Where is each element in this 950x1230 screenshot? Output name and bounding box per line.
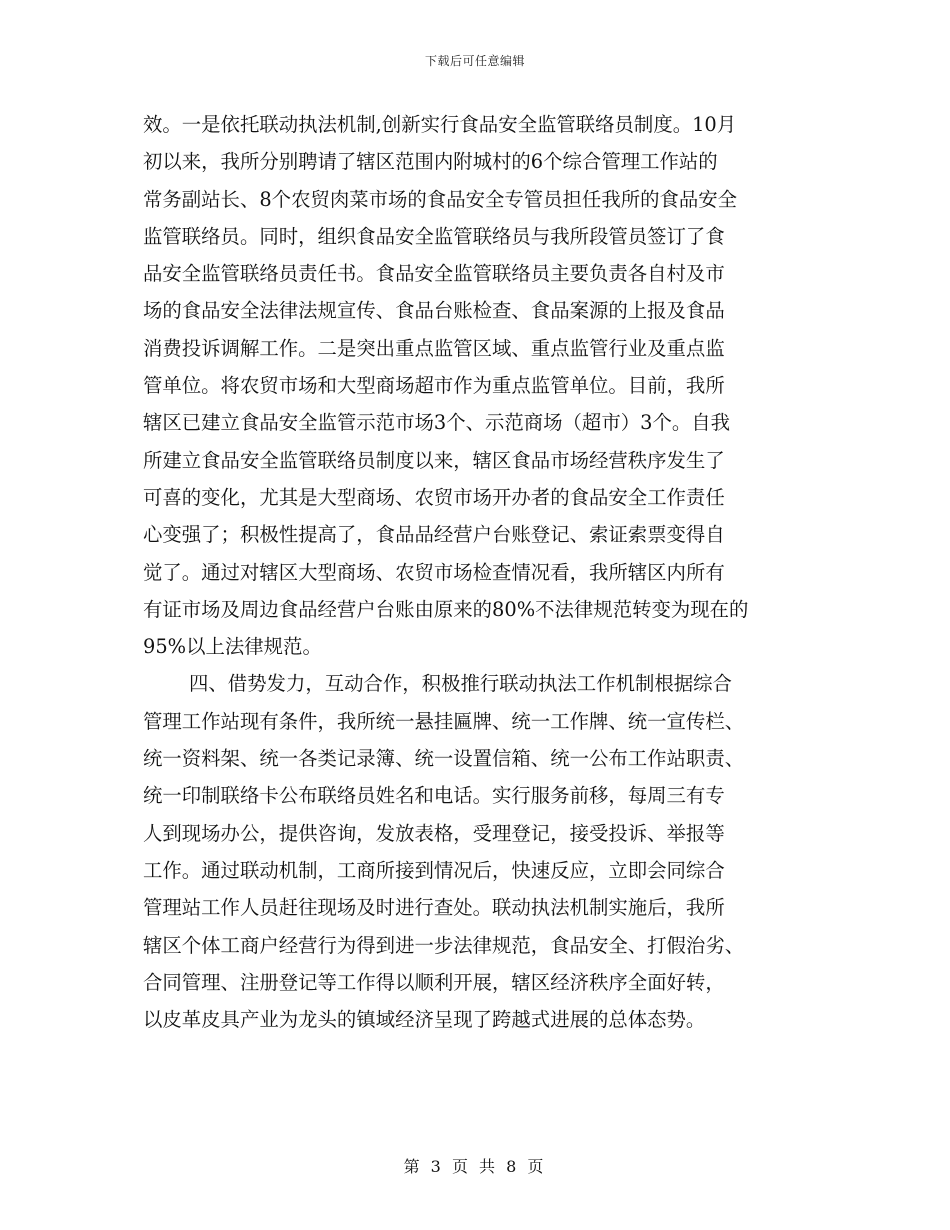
text-line: 人到现场办公，提供咨询，发放表格，受理登记，接受投诉、举报等: [143, 821, 725, 845]
text-line: 管理工作站现有条件，我所统一悬挂匾牌、统一工作牌、统一宣传栏、: [143, 709, 745, 733]
text-line: 初以来，我所分别聘请了辖区范围内附城村的6个综合管理工作站的: [143, 150, 718, 174]
text-line: 辖区已建立食品安全监管示范市场3个、示范商场（超市）3个。自我: [143, 411, 731, 435]
text-line: 可喜的变化，尤其是大型商场、农贸市场开办者的食品安全工作责任: [143, 485, 725, 509]
text-line: 统一资料架、统一各类记录簿、统一设置信箱、统一公布工作站职责、: [143, 747, 745, 771]
text-line: 常务副站长、8个农贸肉菜市场的食品安全专管员担任我所的食品安全: [143, 187, 738, 211]
text-line: 心变强了；积极性提高了，食品品经营户台账登记、索证索票变得自: [143, 523, 725, 547]
text-line: 辖区个体工商户经营行为得到进一步法律规范，食品安全、打假治劣、: [143, 933, 745, 957]
text-line: 效。一是依托联动执法机制,创新实行食品安全监管联络员制度。10月: [143, 113, 737, 136]
text-line: 管单位。将农贸市场和大型商场超市作为重点监管单位。目前，我所: [143, 374, 725, 398]
text-line: 有证市场及周边食品经营户台账由原来的80%不法律规范转变为现在的: [143, 597, 749, 621]
text-line: 所建立食品安全监管联络员制度以来，辖区食品市场经营秩序发生了: [143, 448, 725, 472]
text-line: 场的食品安全法律法规宣传、食品台账检查、食品案源的上报及食品: [143, 299, 725, 323]
text-line: 合同管理、注册登记等工作得以顺利开展，辖区经济秩序全面好转，: [143, 970, 725, 994]
text-line: 监管联络员。同时，组织食品安全监管联络员与我所段管员签订了食: [143, 224, 725, 248]
text-line: 工作。通过联动机制，工商所接到情况后，快速反应，立即会同综合: [143, 858, 725, 882]
text-line: 管理站工作人员赶往现场及时进行查处。联动执法机制实施后，我所: [143, 896, 725, 920]
text-line: 四、借势发力，互动合作，积极推行联动执法工作机制根据综合: [189, 672, 732, 696]
text-line: 统一印制联络卡公布联络员姓名和电话。实行服务前移，每周三有专: [143, 784, 725, 808]
text-line: 95%以上法律规范。: [143, 635, 322, 659]
document-body: [143, 106, 811, 1038]
text-line: 以皮革皮具产业为龙头的镇域经济呈现了跨越式进展的总体态势。: [143, 1008, 706, 1032]
text-line: 品安全监管联络员责任书。食品安全监管联络员主要负责各自村及市: [143, 262, 725, 286]
page-footer: 第 3 页 共 8 页: [403, 1157, 547, 1176]
page-header: 下载后可任意编辑: [424, 54, 525, 68]
text-line: 觉了。通过对辖区大型商场、农贸市场检查情况看，我所辖区内所有: [143, 560, 725, 584]
text-line: 消费投诉调解工作。二是突出重点监管区域、重点监管行业及重点监: [143, 336, 725, 360]
